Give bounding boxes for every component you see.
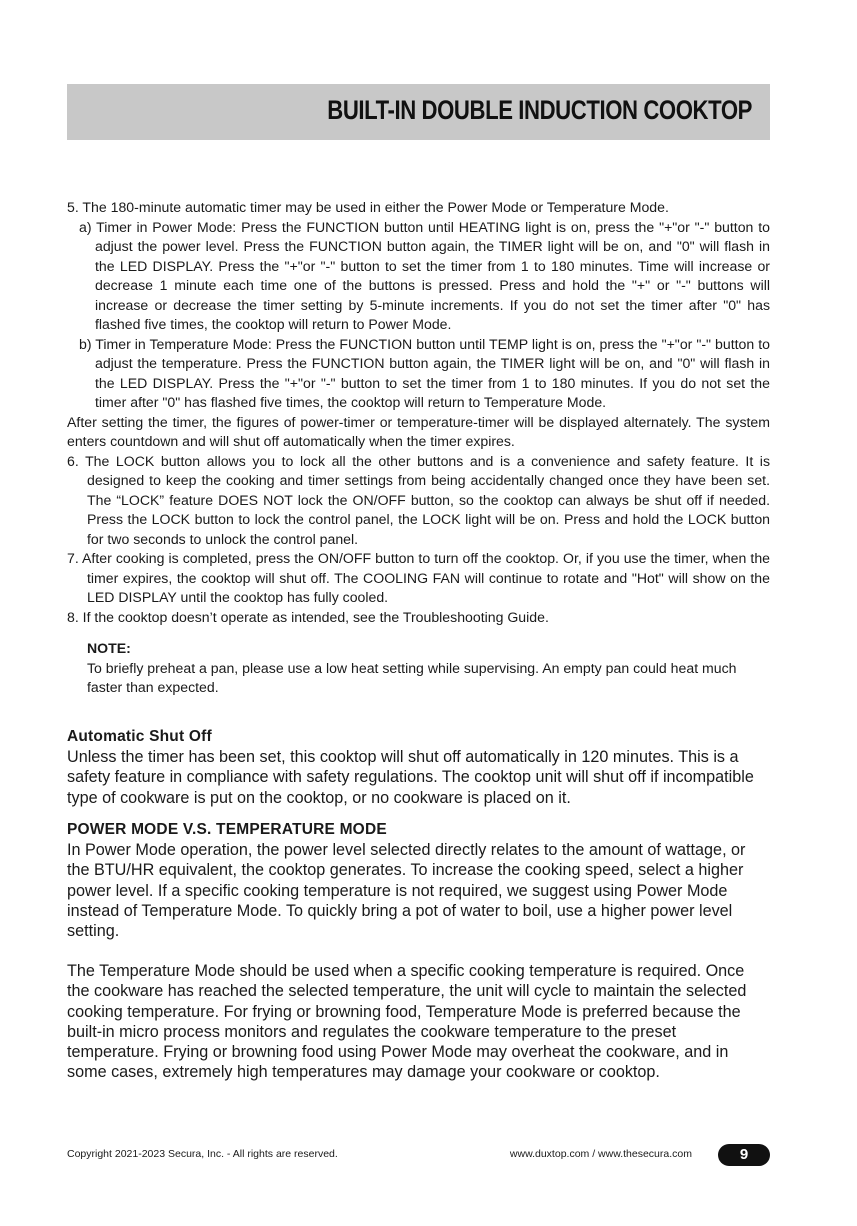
modes-paragraph-1: In Power Mode operation, the power level selected directly relates to the amount of wattage, or the BTU/HR equivalent, the cooktop generates. To increase the cooking speed, select a higher power level. If a specific cooking temperature is not required, we suggest using Power Mode instead of Temperature Mode. To quickly bring a pot of water to boil, use a higher power level setting. bbox=[67, 841, 746, 941]
instruction-item-5: 5. The 180-minute automatic timer may be used in either the Power Mode or Temperature Mode. bbox=[67, 199, 669, 215]
instruction-item-6: 6. The LOCK button allows you to lock all the other buttons and is a convenience and safety feature. It is designed to keep the cooking and timer settings from being accidentally changed once they have been set. The “LOCK” feature DOES NOT lock the ON/OFF button, so the cooktop can always be shut off if needed. Press the LOCK button to lock the control panel, the LOCK light will be on. Press and hold the LOCK button for two seconds to unlock the control panel. bbox=[67, 452, 770, 547]
page-number-badge: 9 bbox=[718, 1144, 770, 1166]
automatic-shutoff-text: Unless the timer has been set, this cooktop will shut off automatically in 120 minutes. This is a safety feature in compliance with safety regulations. The cooktop unit will shut off if incompatible type of cookware is put on the cooktop, or no cookware is placed on it. bbox=[67, 748, 754, 807]
modes-paragraph-2: The Temperature Mode should be used when a specific cooking temperature is required. Once the cookware has reached the selected temperature, the unit will cycle to maintain the selected cooking temperature. For frying or browning food, Temperature Mode is preferred because the built-in micro process monitors and regulates the cookware temperature to the preset temperature. Frying or browning food using Power Mode may overheat the cookware, and in some cases, extremely high temperatures may damage your cookware or cooktop. bbox=[67, 962, 747, 1082]
website-links: www.duxtop.com / www.thesecura.com bbox=[509, 1148, 692, 1160]
automatic-shutoff-heading: Automatic Shut Off bbox=[67, 728, 212, 745]
note-text: To briefly preheat a pan, please use a low heat setting while supervising. An empty pan could heat much faster than expected. bbox=[87, 659, 737, 695]
instructions-list bbox=[67, 198, 770, 698]
modes-heading: POWER MODE V.S. TEMPERATURE MODE bbox=[67, 821, 387, 838]
note-label: NOTE: bbox=[87, 640, 131, 656]
note-block bbox=[67, 639, 770, 698]
power-vs-temperature-section bbox=[67, 820, 770, 1082]
document-title: BUILT-IN DOUBLE INDUCTION COOKTOP bbox=[327, 95, 752, 125]
instruction-item-7: 7. After cooking is completed, press the ON/OFF button to turn off the cooktop. Or, if you use the timer, when the timer expires, the cooktop will shut off. The COOLING FAN will continue to rotate and "Hot" will show on the LED DISPLAY until the cooktop has fully cooled. bbox=[67, 550, 770, 605]
instruction-item-8: 8. If the cooktop doesn’t operate as intended, see the Troubleshooting Guide. bbox=[67, 608, 549, 625]
copyright-text: Copyright 2021-2023 Secura, Inc. - All rights are reserved. bbox=[67, 1148, 338, 1160]
page-footer bbox=[67, 1144, 770, 1166]
instruction-item-5b: b) Timer in Temperature Mode: Press the FUNCTION button until TEMP light is on, press the "+"or "-" button to adjust the temperature. Press the FUNCTION button again, the TIMER light will be on, and "0" will flash in the LED DISPLAY. Press the "+"or "-" button to set the timer from 1 to 180 minutes. If you do not set the timer after "0" has flashed five times, the cooktop will return to Temperature Mode. bbox=[79, 335, 770, 410]
header-band bbox=[67, 84, 770, 140]
after-timer-text: After setting the timer, the figures of power-timer or temperature-timer will be displayed alternately. The system enters countdown and will shut off automatically when the timer expires. bbox=[67, 413, 770, 449]
instruction-item-5a: a) Timer in Power Mode: Press the FUNCTION button until HEATING light is on, press the "+"or "-" button to adjust the power level. Press the FUNCTION button again, the TIMER light will be on, and "0" will flash in the LED DISPLAY. Press the "+"or "-" button to set the timer from 1 to 180 minutes. Time will increase or decrease 1 minute each time one of the buttons is pressed. Press and hold the "+" or "-" buttons will increase or decrease the timer setting by 5-minute increments. If you do not set the timer after "0" has flashed five times, the cooktop will return to Power Mode. bbox=[79, 218, 770, 332]
automatic-shutoff-section bbox=[67, 727, 770, 808]
